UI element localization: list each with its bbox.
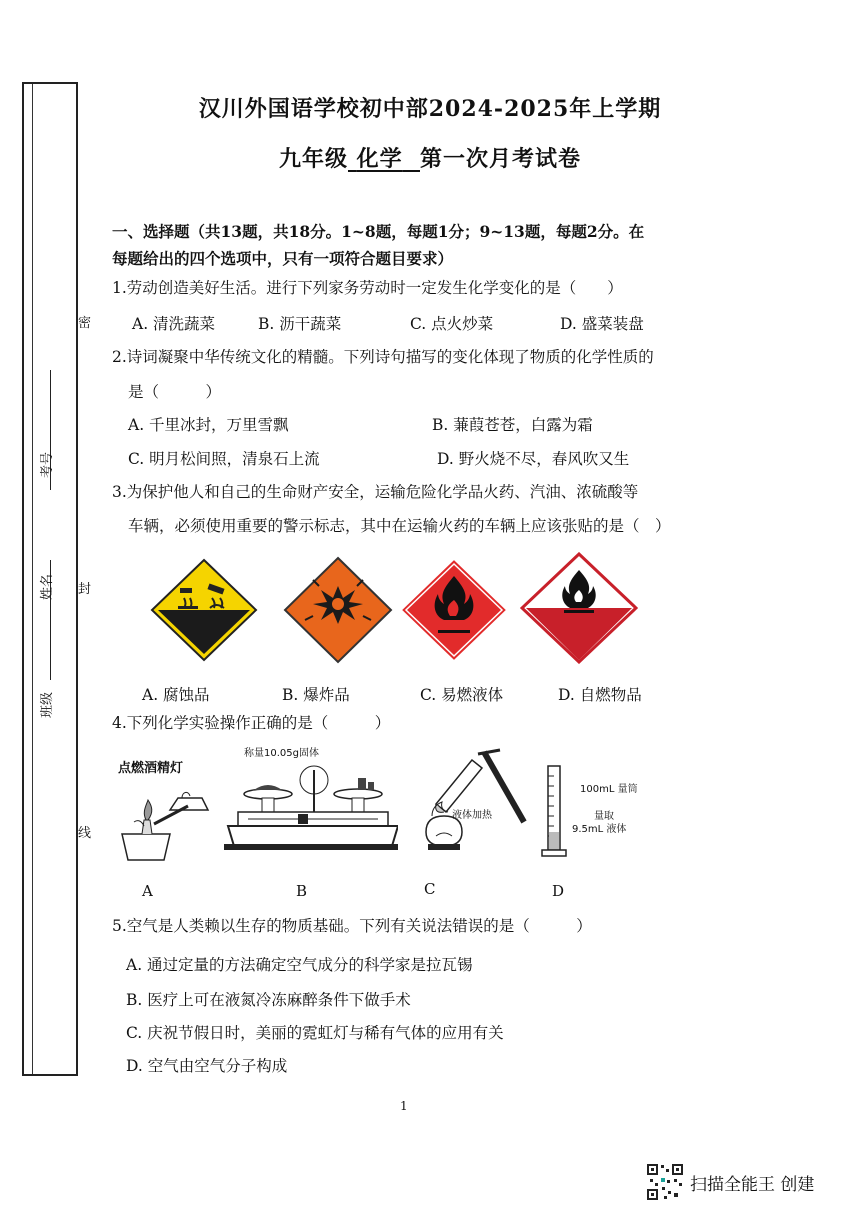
q1-stem: 1.劳动创造美好生活。进行下列家务劳动时一定发生化学变化的是（ ） <box>112 279 623 297</box>
exam-title-line1: 汉川外国语学校初中部2024-2025年上学期 <box>198 96 662 122</box>
graduated-cylinder-icon <box>540 762 570 862</box>
grade-text: 九年级 <box>278 146 348 172</box>
q1-option-b: B. 沥干蔬菜 <box>258 315 342 333</box>
q4-option-b: B <box>296 882 308 900</box>
spontaneous-combustion-sign-icon <box>520 552 638 664</box>
corrosive-sign-icon <box>150 558 258 662</box>
q3-stem-line2: 车辆，必须使用重要的警示标志，其中在运输火药的车辆上应该张贴的是（ ） <box>128 517 671 535</box>
class-label: 班级 <box>40 691 55 718</box>
section1-heading-line1: 一、选择题（共13题，共18分。1~8题，每题1分；9~13题，每题2分。在 <box>112 222 645 241</box>
q2-option-a: A. 千里冰封，万里雪飘 <box>128 416 289 434</box>
q4-d-caption-measure: 量取 <box>594 811 614 822</box>
name-label: 姓名 <box>40 573 55 600</box>
q5-option-c: C. 庆祝节假日时，美丽的霓虹灯与稀有气体的应用有关 <box>126 1024 504 1042</box>
scanner-brand-text: 扫描全能王 创建 <box>690 1175 815 1195</box>
liquid-heating-icon <box>420 746 530 860</box>
q3-option-a: A. 腐蚀品 <box>142 686 210 704</box>
q2-stem-line1: 2.诗词凝聚中华传统文化的精髓。下列诗句描写的变化体现了物质的化学性质的 <box>112 348 654 366</box>
q2-option-d: D. 野火烧不尽，春风吹又生 <box>437 450 630 468</box>
exam-name-text: 第一次月考试卷 <box>420 146 582 172</box>
section1-heading-line2: 每题给出的四个选项中，只有一项符合题目要求） <box>112 249 454 268</box>
q2-option-b: B. 蒹葭苍苍，白露为霜 <box>432 416 593 434</box>
q2-stem-line2: 是（ ） <box>128 383 222 401</box>
q2-option-c: C. 明月松间照，清泉石上流 <box>128 450 320 468</box>
q3-stem-line1: 3.为保护他人和自己的生命财产安全，运输危险化学品火药、汽油、浓硫酸等 <box>112 483 639 501</box>
exam-no-label: 考号 <box>40 451 55 478</box>
seal-char-xian: 线 <box>78 826 92 841</box>
q4-a-caption: 点燃酒精灯 <box>118 761 184 776</box>
q3-option-d: D. 自燃物品 <box>558 686 642 704</box>
q4-d-caption-volume: 9.5mL 液体 <box>572 824 627 835</box>
q4-option-c: C <box>424 880 436 898</box>
q3-option-c: C. 易燃液体 <box>420 686 504 704</box>
qr-code-icon <box>646 1163 684 1201</box>
subject-text: 化学 <box>356 146 403 172</box>
q4-option-a: A <box>142 882 153 900</box>
q4-option-d: D <box>552 882 565 900</box>
binding-inner-line <box>32 84 33 1074</box>
q1-option-a: A. 清洗蔬菜 <box>132 315 216 333</box>
q1-option-d: D. 盛菜装盘 <box>560 315 644 333</box>
exam-title-line2 <box>0 142 860 173</box>
q4-stem: 4.下列化学实验操作正确的是（ ） <box>112 714 391 732</box>
q4-b-caption: 称量10.05g固体 <box>244 748 319 759</box>
q5-option-b: B. 医疗上可在液氮冷冻麻醉条件下做手术 <box>126 991 411 1009</box>
q4-c-caption: 液体加热 <box>452 810 492 821</box>
explosive-sign-icon <box>283 556 393 664</box>
q5-option-d: D. 空气由空气分子构成 <box>126 1057 288 1075</box>
q4-d-caption-cylinder: 100mL 量筒 <box>580 784 638 795</box>
q1-option-c: C. 点火炒菜 <box>410 315 494 333</box>
q5-stem: 5.空气是人类赖以生存的物质基础。下列有关说法错误的是（ ） <box>112 917 592 935</box>
alcohol-lamp-lighting-icon <box>112 774 212 868</box>
flammable-liquid-sign-icon <box>398 556 510 664</box>
balance-scale-icon <box>218 756 398 860</box>
seal-char-feng: 封 <box>78 582 92 597</box>
q5-option-a: A. 通过定量的方法确定空气成分的科学家是拉瓦锡 <box>126 956 473 974</box>
page-number: 1 <box>400 1099 408 1113</box>
seal-char-mi: 密 <box>78 316 92 331</box>
q3-option-b: B. 爆炸品 <box>282 686 350 704</box>
